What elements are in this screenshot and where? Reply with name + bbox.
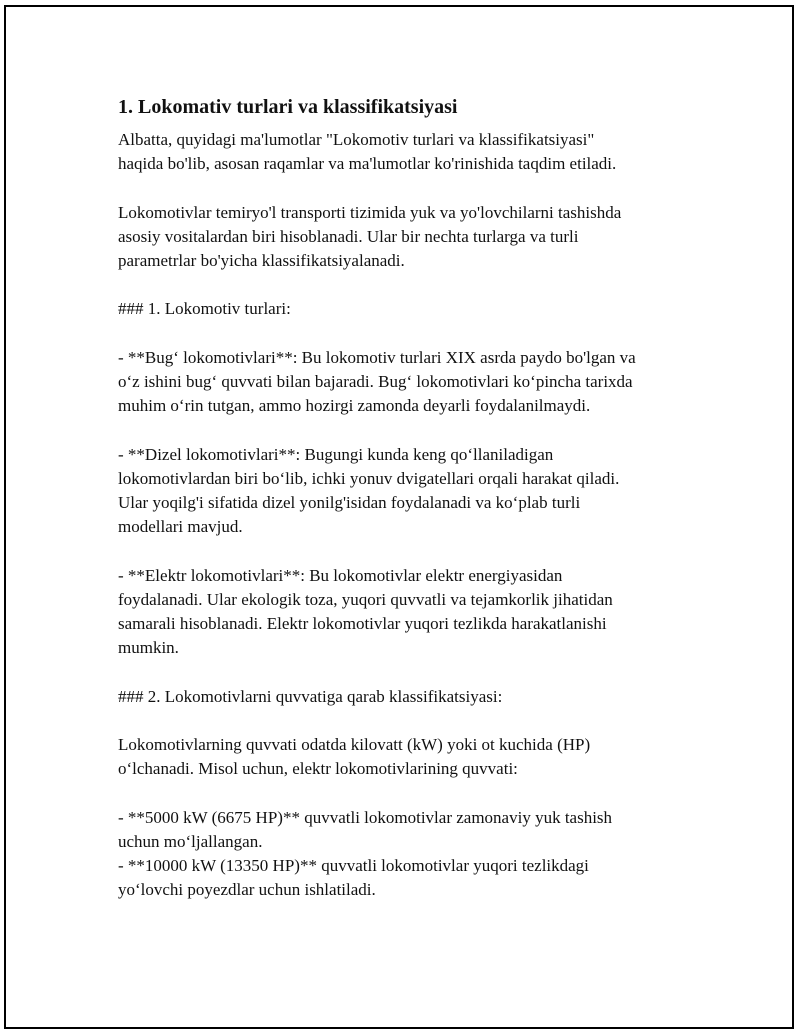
paragraph-line: lokomotivlardan biri bo‘lib, ichki yonuv dvigatellari orqali harakat qiladi. [118,468,620,488]
paragraph-line: - **Elektr lokomotivlari**: Bu lokomotivlar elektr energiyasidan [118,565,563,585]
paragraph-line: mumkin. [118,638,179,658]
paragraph-line: parametrlar bo'yicha klassifikatsiyalanadi. [118,251,405,270]
paragraph [118,806,718,854]
paragraph-line: Lokomotivlarning quvvati odatda kilovatt (kW) yoki ot kuchida (HP) [118,734,591,754]
paragraph-line: haqida bo'lib, asosan raqamlar va ma'lumotlar ko'rinishida taqdim etiladi. [118,154,617,174]
paragraph-line: ### 2. Lokomotivlarni quvvatiga qarab klassifikatsiyasi: [118,686,503,706]
paragraph-line: Albatta, quyidagi ma'lumotlar "Lokomotiv turlari va klassifikatsiyasi" [118,130,595,149]
document-title: 1. Lokomativ turlari va klassifikatsiyasi [118,96,458,118]
paragraph [118,201,718,274]
paragraph-line: - **Dizel lokomotivlari**: Bugungi kunda keng qo‘llaniladigan [118,444,554,464]
paragraph-line: o‘z ishini bug‘ quvvati bilan bajaradi. Bug‘ lokomotivlari ko‘pincha tarixda [118,371,633,391]
paragraph-line: - **Bug‘ lokomotivlari**: Bu lokomotiv turlari XIX asrda paydo bo'lgan va [118,347,636,367]
paragraph [118,733,718,781]
paragraph-line: Lokomotivlar temiryo'l transporti tizimida yuk va yo'lovchilarni tashishda [118,202,622,222]
paragraph [118,854,718,902]
paragraph-line: foydalanadi. Ular ekologik toza, yuqori quvvatli va tejamkorlik jihatidan [118,589,613,609]
paragraph [118,297,718,321]
paragraph-line: - **5000 kW (6675 HP)** quvvatli lokomotivlar zamonaviy yuk tashish [118,807,613,827]
paragraph-line: o‘lchanadi. Misol uchun, elektr lokomotivlarining quvvati: [118,759,518,779]
paragraph-line: samarali hisoblanadi. Elektr lokomotivlar yuqori tezlikda harakatlanishi [118,613,607,633]
paragraph-line: yo‘lovchi poyezdlar uchun ishlatiladi. [118,880,376,900]
paragraph-line: ### 1. Lokomotiv turlari: [118,299,291,319]
paragraph [118,443,718,540]
paragraph [118,685,718,709]
paragraph [118,346,718,419]
paragraph-line: asosiy vositalardan biri hisoblanadi. Ular bir nechta turlarga va turli [118,226,579,246]
paragraph-line: modellari mavjud. [118,517,243,537]
paragraph-line: muhim o‘rin tutgan, ammo hozirgi zamonda deyarli foydalanilmaydi. [118,396,591,416]
paragraph [118,564,718,661]
paragraph-line: - **10000 kW (13350 HP)** quvvatli lokomotivlar yuqori tezlikdagi [118,855,589,875]
paragraph-list [118,128,718,902]
paragraph [118,128,718,176]
document-body [118,94,718,927]
paragraph-line: Ular yoqilg'i sifatida dizel yonilg'isidan foydalanadi va ko‘plab turli [118,492,581,512]
paragraph-line: uchun mo‘ljallangan. [118,831,263,851]
